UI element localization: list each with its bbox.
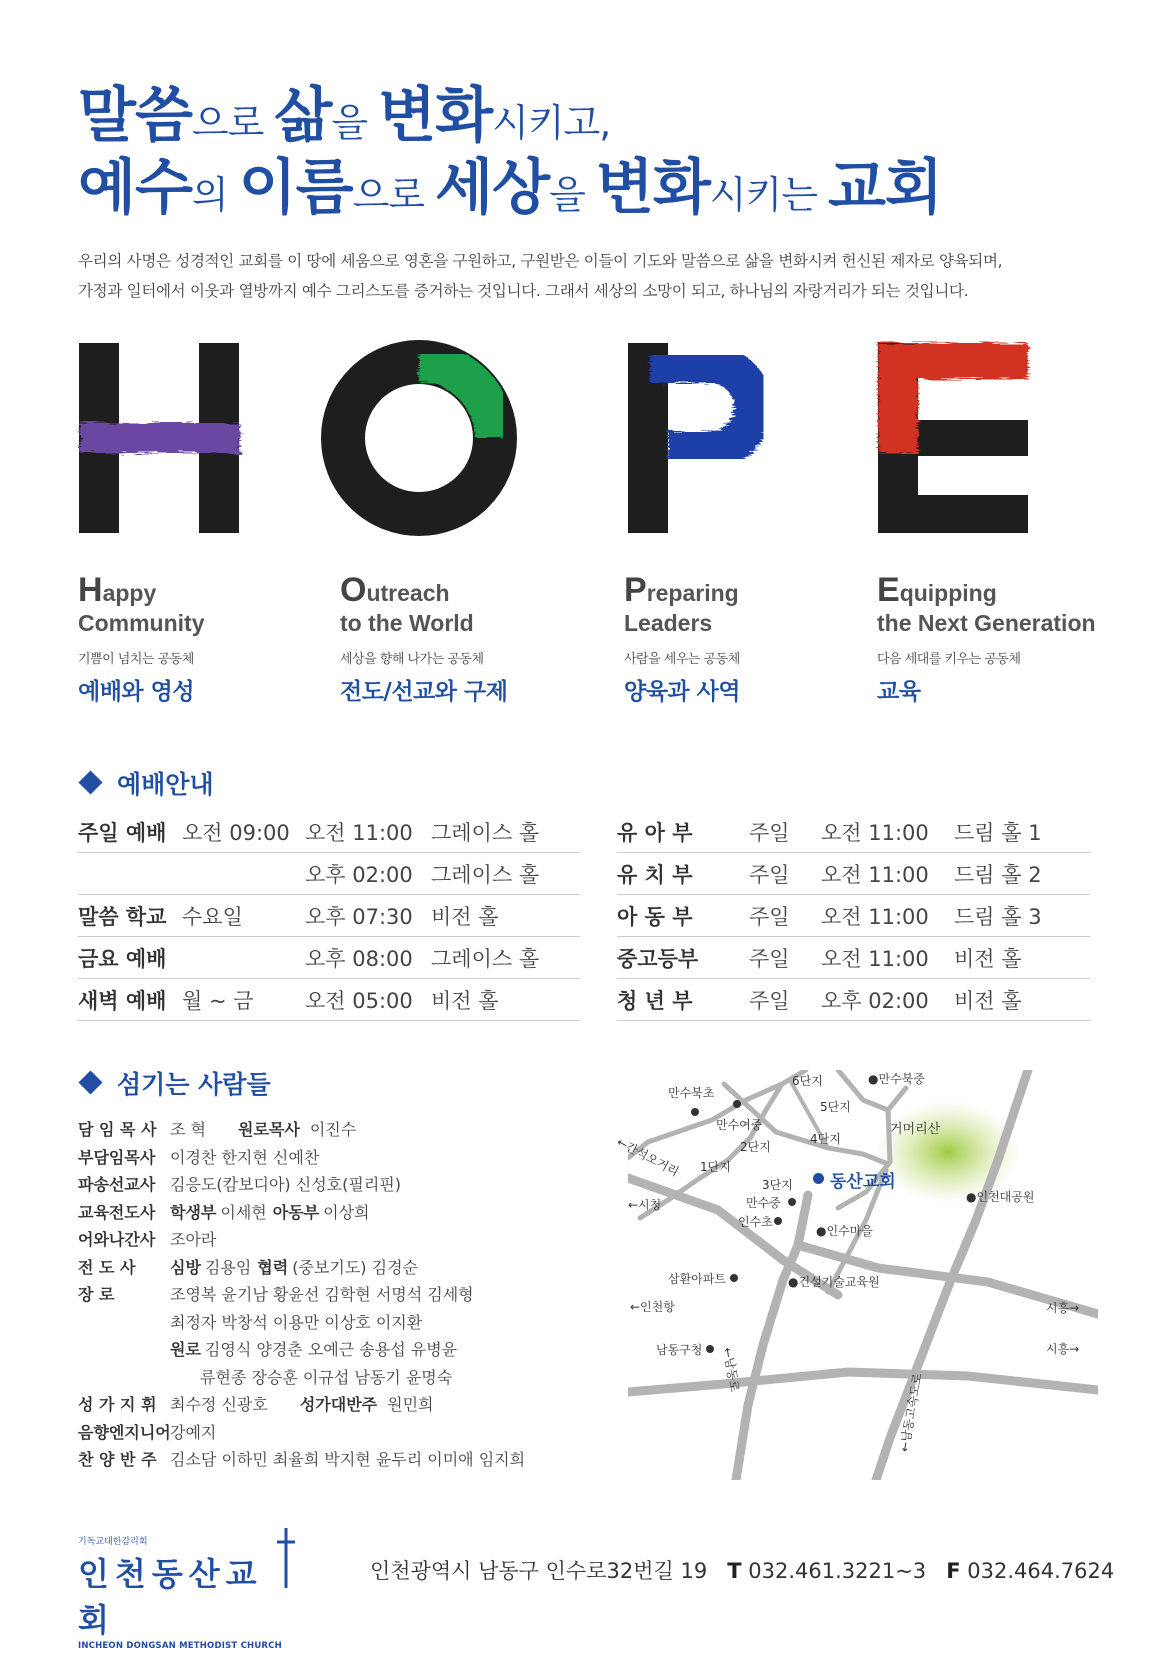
headline-segment: 예수 [78, 153, 192, 223]
mission-line-2: 가정과 일터에서 이웃과 열방까지 예수 그리스도를 증거하는 것입니다. 그래서 세상의 소망이 되고, 하나님의 자랑거리가 되는 것입니다. [78, 282, 969, 300]
staff-section-title: 섬기는 사람들 [78, 1065, 271, 1101]
fax-label: F [946, 1559, 961, 1583]
map-label-danji-1: 1단지 [700, 1160, 731, 1174]
headline-segment: 이름 [238, 153, 353, 223]
worship-place: 드림 홀 3 [954, 895, 1090, 937]
hope-e-line2: the Next Generation [877, 610, 1096, 636]
map-dot-mansu-yeojung [733, 1100, 741, 1108]
worship-row [78, 937, 580, 979]
map-label-danji-4: 4단지 [810, 1132, 841, 1146]
worship-row [78, 853, 580, 895]
headline-segment: 을 [549, 173, 596, 217]
staff-role-secondary: 성가대반주 [299, 1395, 378, 1414]
letter-o [343, 362, 495, 514]
worship-day: 주일 [749, 853, 821, 895]
staff-row [78, 1309, 525, 1337]
staff-names: 김소담 이하민 최율희 박지현 윤두리 이미애 임지희 [170, 1450, 526, 1469]
worship-time: 오전 11:00 [821, 811, 954, 853]
worship-place: 그레이스 홀 [431, 853, 580, 895]
letter-o-green-stroke [419, 362, 495, 438]
staff-subrole: 원로 [170, 1340, 201, 1359]
logo-church-english: INCHEON DONGSAN METHODIST CHURCH [78, 1641, 282, 1651]
headline-segment: 변화 [378, 81, 493, 151]
hope-e-cap: E [877, 571, 900, 609]
worship-name: 아 동 부 [617, 895, 749, 937]
map-label-siheung-1: 시흥→ [1046, 1301, 1080, 1315]
diamond-bullet-icon [78, 770, 102, 794]
map-label-geomeorisan: 거머리산 [890, 1122, 941, 1137]
staff-subrole: 아동부 [272, 1202, 320, 1222]
worship-place: 비전 홀 [431, 895, 580, 937]
worship-day: 오전 09:00 [182, 811, 305, 853]
hope-o-rest: utreach [366, 580, 450, 606]
headline-segment: 으로 [352, 173, 436, 217]
staff-role: 담 임 목 사 [78, 1120, 157, 1139]
hope-p-line2: Leaders [624, 610, 713, 636]
staff-row [78, 1116, 525, 1144]
cross-icon [274, 1526, 298, 1590]
map-dot-namdong-gucheong [706, 1345, 714, 1353]
staff-row [78, 1144, 525, 1172]
staff-subrole: 심방 [170, 1257, 201, 1277]
tel-label: T [727, 1559, 742, 1583]
staff-names: 조아라 [170, 1230, 217, 1249]
map-label-mansujung: 만수중 [746, 1196, 781, 1210]
worship-row [78, 811, 580, 853]
worship-time: 오전 11:00 [821, 895, 954, 937]
staff-role: 부담임목사 [78, 1147, 156, 1167]
worship-day: 월 ~ 금 [182, 979, 305, 1021]
hope-item-p [624, 571, 894, 706]
hope-h-line2: Community [78, 610, 205, 636]
worship-place: 드림 홀 2 [954, 853, 1090, 895]
hope-h-area: 예배와 영성 [78, 679, 195, 705]
letter-e [878, 343, 1028, 533]
map-label-church: 동산교회 [830, 1172, 896, 1192]
staff-subrole: 협력 [257, 1257, 289, 1277]
worship-place: 그레이스 홀 [431, 811, 580, 853]
worship-row [617, 979, 1090, 1021]
worship-time: 오전 11:00 [305, 811, 431, 853]
worship-time: 오전 05:00 [305, 979, 431, 1021]
map-label-danji-5: 5단지 [820, 1100, 851, 1114]
staff-role: 파송선교사 [78, 1175, 156, 1194]
staff-names-secondary: 이진수 [309, 1120, 357, 1139]
staff-role: 찬 양 반 주 [78, 1450, 157, 1469]
worship-row [617, 895, 1090, 937]
staff-names: 김용임 [204, 1257, 252, 1277]
worship-row [78, 979, 580, 1021]
headline-segment: 변화 [595, 153, 710, 223]
hope-e-subtitle: 다음 세대를 키우는 공동체 [877, 652, 1021, 667]
hope-h-rest: appy [102, 580, 157, 606]
worship-place: 드림 홀 1 [954, 811, 1090, 853]
staff-row [78, 1419, 525, 1447]
map-label-incheon-grand-park: ●인천대공원 [966, 1190, 1035, 1204]
headline-segment: 으로 [191, 101, 275, 145]
hope-o-cap: O [340, 571, 367, 609]
staff-role: 장 로 [78, 1285, 115, 1304]
church-address: 인천광역시 남동구 인수로32번길 19 [370, 1559, 708, 1583]
staff-row [78, 1254, 525, 1282]
hope-h-cap: H [78, 571, 103, 609]
worship-day: 주일 [749, 811, 821, 853]
hope-o-area: 전도/선교와 구제 [340, 679, 508, 705]
hope-logo-graphic [0, 0, 1170, 560]
worship-time: 오후 08:00 [305, 937, 431, 979]
worship-name [78, 853, 182, 895]
staff-names: 이경찬 한지현 신예찬 [170, 1147, 320, 1167]
church-logo [78, 1534, 293, 1651]
staff-subrole: 학생부 [170, 1202, 217, 1222]
headline-segment: 교회 [828, 153, 942, 223]
worship-time: 오후 02:00 [821, 979, 954, 1021]
hope-p-subtitle: 사람을 세우는 공동체 [624, 652, 740, 667]
staff-names: 조영복 윤기남 황윤선 김학현 서명석 김세형 [170, 1285, 474, 1304]
worship-table-left [78, 811, 580, 1021]
staff-role: 어와나간사 [78, 1230, 156, 1249]
map-label-namdong-expressway: ←남동고속도로 [897, 1372, 925, 1453]
worship-day [182, 853, 305, 895]
staff-row [78, 1446, 525, 1474]
diamond-bullet-icon [78, 1070, 102, 1094]
map-label-namdong-ro: ←남동로 [720, 1346, 742, 1393]
staff-names-secondary: 이상희 [323, 1202, 370, 1222]
worship-place: 비전 홀 [954, 937, 1090, 979]
map-label-mansu-bukjung: ●만수북중 [868, 1072, 925, 1086]
map-label-insucho: 인수초 [738, 1215, 773, 1229]
staff-names-secondary: (중보기도) 김경순 [292, 1257, 418, 1277]
staff-row [78, 1364, 525, 1392]
hope-p-cap: P [624, 571, 647, 609]
map-label-siheung-2: 시흥→ [1046, 1342, 1080, 1356]
tel-number: 032.461.3221~3 [748, 1559, 927, 1583]
letter-p [628, 343, 753, 533]
map-label-mansu-bukcho: 만수북초 [668, 1086, 715, 1100]
map-label-construction-institute: ●건설기술교육원 [788, 1275, 880, 1289]
map-label-mansu-yeojung: 만수여중 [716, 1118, 763, 1132]
worship-place: 비전 홀 [431, 979, 580, 1021]
headline-segment: 말씀 [78, 81, 192, 151]
worship-time: 오후 02:00 [305, 853, 431, 895]
worship-name: 말씀 학교 [78, 895, 182, 937]
staff-names: 최정자 박창석 이용만 이상호 이지환 [170, 1312, 423, 1332]
worship-section-title: 예배안내 [78, 765, 214, 801]
worship-name: 주일 예배 [78, 811, 182, 853]
hope-item-e [877, 571, 1147, 706]
logo-denomination: 기독교대한감리회 [78, 1537, 148, 1547]
staff-row [78, 1336, 525, 1364]
worship-time: 오전 11:00 [821, 853, 954, 895]
headline-segment: 시키고, [492, 101, 611, 145]
headline-segment: 시키는 [709, 173, 828, 217]
staff-row [78, 1281, 525, 1309]
hope-o-subtitle: 세상을 향해 나가는 공동체 [340, 652, 484, 667]
worship-name: 청 년 부 [617, 979, 749, 1021]
fax-number: 032.464.7624 [967, 1559, 1115, 1583]
map-label-danji-2: 2단지 [740, 1140, 771, 1154]
staff-names: 강예지 [170, 1422, 217, 1442]
map-label-gansuk-ogeori: ←간석오거리 [614, 1134, 682, 1180]
worship-place: 그레이스 홀 [431, 937, 580, 979]
map-label-incheonhang: ←인천항 [630, 1300, 675, 1314]
staff-names: 김응도(캄보디아) 신성호(필리핀) [170, 1175, 401, 1194]
worship-row [78, 895, 580, 937]
worship-name: 중고등부 [617, 937, 749, 979]
map-label-insu-maeul: ●인수마을 [816, 1224, 873, 1238]
map-dot-mansu-bukcho [691, 1108, 699, 1116]
map-dot-samhwan-apt [730, 1274, 738, 1282]
location-map [614, 1070, 1098, 1480]
staff-role: 교육전도사 [78, 1202, 156, 1222]
worship-table-right [617, 811, 1090, 1021]
headline-segment: 삶 [274, 81, 332, 151]
staff-role: 음향엔지니어 [78, 1422, 171, 1442]
staff-names-secondary: 원민희 [387, 1395, 434, 1414]
worship-day: 주일 [749, 895, 821, 937]
staff-list [78, 1116, 525, 1474]
staff-row [78, 1199, 525, 1227]
headline-segment: 의 [191, 173, 239, 217]
worship-name: 새벽 예배 [78, 979, 182, 1021]
footer-address-line [370, 1555, 1114, 1585]
staff-names: 류현종 장승훈 이규섭 남동기 윤명숙 [200, 1367, 453, 1387]
map-label-samhwan-apt: 삼환아파트 [668, 1272, 726, 1286]
worship-name: 유 치 부 [617, 853, 749, 895]
staff-row [78, 1171, 525, 1199]
map-label-namdong-gucheong: 남동구청 [656, 1343, 703, 1357]
letter-h-purple-stroke [80, 423, 240, 453]
letter-h [79, 343, 240, 533]
worship-row [617, 811, 1090, 853]
logo-church-name: 인천동산교회 [78, 1555, 263, 1639]
hope-e-rest: quipping [899, 580, 997, 606]
hope-item-o [340, 571, 610, 706]
headline-segment: 을 [331, 101, 379, 145]
worship-row [617, 853, 1090, 895]
hope-p-rest: reparing [646, 580, 739, 606]
worship-name: 유 아 부 [617, 811, 749, 853]
hope-e-area: 교육 [877, 679, 921, 705]
letter-e-red-stroke-vertical [878, 343, 918, 453]
map-dot-mansujung [788, 1198, 796, 1206]
headline-segment: 세상 [435, 153, 550, 223]
staff-names: 최수정 신광호 [170, 1395, 268, 1414]
staff-role: 성 가 지 휘 [78, 1395, 157, 1414]
worship-day: 주일 [749, 937, 821, 979]
hope-p-area: 양육과 사역 [624, 679, 741, 705]
staff-row [78, 1391, 525, 1419]
map-label-sicheong: ←시청 [628, 1198, 662, 1212]
staff-names: 조 혁 [170, 1120, 206, 1139]
worship-row [617, 937, 1090, 979]
worship-day: 수요일 [182, 895, 305, 937]
hope-item-h [78, 571, 348, 706]
map-label-danji-3: 3단지 [762, 1178, 793, 1192]
staff-names: 김영식 양경춘 오예근 송용섭 유병윤 [204, 1340, 458, 1359]
staff-role-secondary: 원로목사 [238, 1120, 300, 1139]
church-location-marker-icon [813, 1173, 824, 1184]
worship-time: 오후 07:30 [305, 895, 431, 937]
mission-line-1: 우리의 사명은 성경적인 교회를 이 땅에 세움으로 영혼을 구원하고, 구원받은 이들이 기도와 말씀으로 삶을 변화시켜 헌신된 제자로 양육되며, [78, 252, 1003, 270]
map-dot-insucho [774, 1217, 782, 1225]
hope-h-subtitle: 기쁨이 넘치는 공동체 [78, 652, 194, 667]
worship-place: 비전 홀 [954, 979, 1090, 1021]
worship-day [182, 937, 305, 979]
staff-role: 전 도 사 [78, 1257, 136, 1277]
worship-day: 주일 [749, 979, 821, 1021]
staff-row [78, 1226, 525, 1254]
map-label-danji-6: 6단지 [792, 1074, 823, 1088]
worship-name: 금요 예배 [78, 937, 182, 979]
hope-o-line2: to the World [340, 610, 474, 636]
worship-time: 오전 11:00 [821, 937, 954, 979]
staff-names: 이세현 [220, 1202, 267, 1222]
